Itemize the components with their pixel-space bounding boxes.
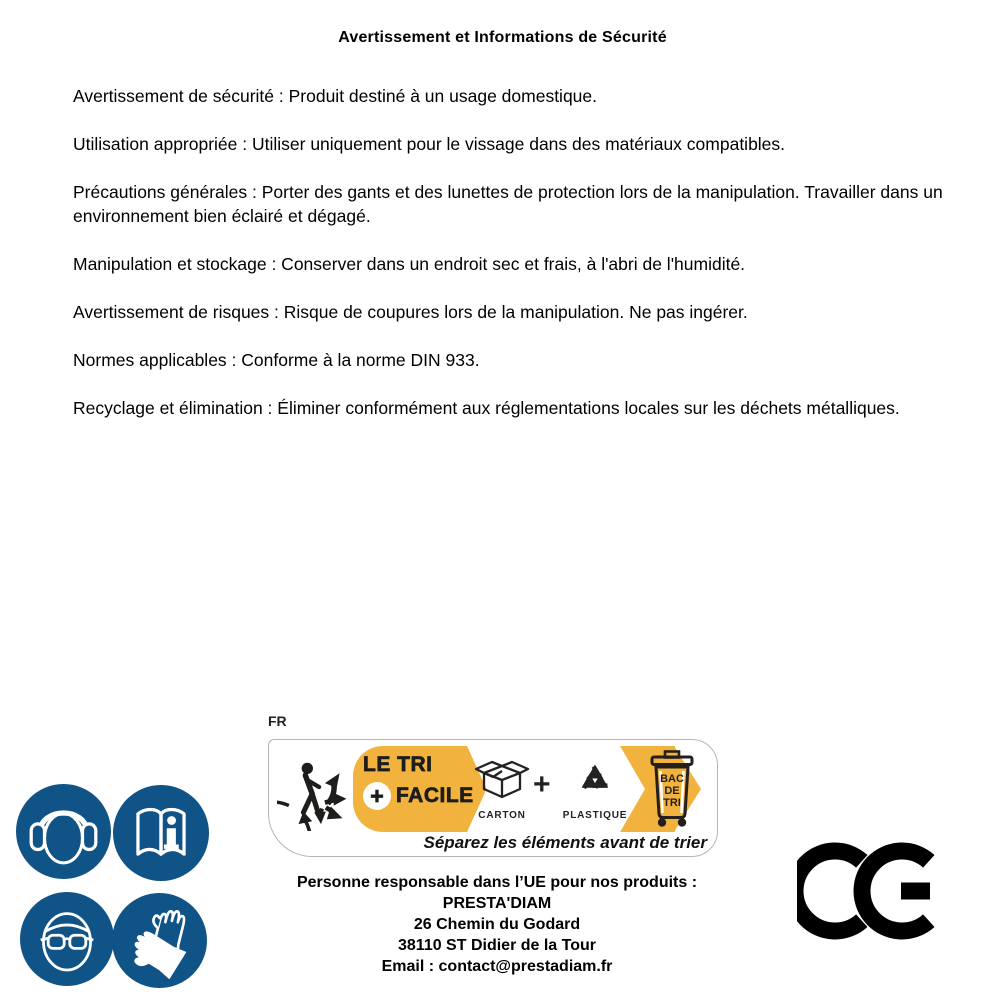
le-tri-facile-logo — [363, 753, 474, 810]
bin-text-tri: TRI — [663, 797, 681, 809]
material-carton — [471, 756, 533, 821]
page-title: Avertissement et Informations de Sécurité — [338, 29, 667, 46]
contact-email: Email : contact@prestadiam.fr — [381, 958, 613, 975]
safety-paragraphs — [73, 84, 960, 444]
paragraph-manipulation-stockage: Manipulation et stockage : Conserver dans un endroit sec et frais, à l'abri de l'humidité. — [73, 254, 746, 274]
plus-circle-icon: + — [363, 782, 391, 810]
paragraph-normes-applicables: Normes applicables : Conforme à la norme DIN 933. — [73, 350, 480, 370]
paragraph-avertissement-securite: Avertissement de sécurité : Produit destiné à un usage domestique. — [73, 86, 598, 106]
materials-plus-sign: + — [533, 768, 551, 801]
bin-text-de: DE — [664, 785, 680, 797]
responsible-intro-line: Personne responsable dans l’UE pour nos produits : — [296, 874, 698, 891]
material-plastique — [561, 756, 629, 821]
plastique-label: PLASTIQUE — [562, 810, 628, 821]
paragraph-precautions-generales: Précautions générales : Porter des gants et des lunettes de protection lors de la manipulation. Travailler dans un environnement bien éclairé et dégagé. — [73, 182, 943, 226]
facile-text: FACILE — [396, 784, 474, 807]
carton-label: CARTON — [478, 810, 526, 821]
wear-eye-protection-icon — [20, 892, 114, 986]
sorting-instruction-text: Séparez les éléments avant de trier — [423, 833, 707, 852]
le-tri-text: LE TRI — [363, 753, 433, 776]
company-name: PRESTA'DIAM — [442, 895, 552, 912]
paragraph-utilisation-appropriee: Utilisation appropriée : Utiliser uniquement pour le vissage dans des matériaux compatibles. — [73, 134, 786, 154]
address-city: 38110 ST Didier de la Tour — [398, 937, 596, 954]
tri-facile-recycling-label — [268, 739, 718, 857]
paragraph-recyclage-elimination: Recyclage et élimination : Éliminer conformément aux réglementations locales sur les déchets métalliques. — [73, 398, 900, 418]
triman-icon — [277, 743, 365, 831]
paragraph-avertissement-risques: Avertissement de risques : Risque de coupures lors de la manipulation. Ne pas ingérer. — [73, 302, 748, 322]
wear-ear-protection-icon — [16, 784, 111, 879]
wear-protective-gloves-icon — [112, 893, 207, 988]
recycling-triangle-icon — [566, 756, 624, 802]
ce-marking-icon — [797, 839, 940, 943]
eu-responsible-person-block — [240, 872, 754, 977]
sorting-bin-icon — [649, 750, 695, 833]
read-instruction-manual-icon — [113, 785, 209, 881]
bin-text-bac: BAC — [660, 773, 684, 785]
address-street: 26 Chemin du Godard — [413, 916, 581, 933]
cardboard-box-icon — [473, 756, 531, 802]
country-code-label: FR — [268, 713, 287, 729]
